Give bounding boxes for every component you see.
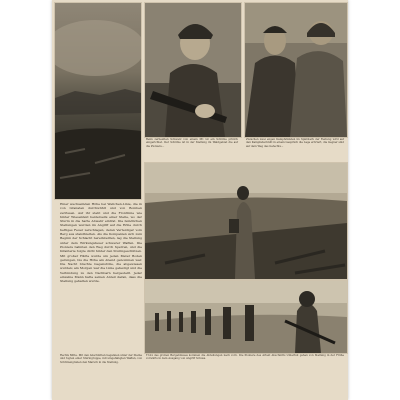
caption-top-right: Zwischen zwei engen Kampfständen im Spärsterk der Festung wird auf den Kampfabschnitt in einem Gespräch die Lage erörtert, die Gegner sind auf dem Weg des Gefechts... — [246, 138, 344, 148]
article-body-text: Einer wechselnden Höhe bei Welichen-Linie, die in von Granaten durchwühlt und von Bomben zerrissen. Auf ihr steht und die Frontlinie wie hinter Wiesenfeld beiderseits einer Stelle, wo der Sturm in die harte Abwehr eintrat. Die feindlichen Stellungen wurden im Angriff auf die Höhe durch heftiges Feuer zerschlagen, deren Verteidiger vom Berg aus standhielten. Als die Kompanien sich zum Beginn der Schlacht bereitstellten, lag die Stellung unter dem Wirkungsfeuer schwerer Waffen. Die Pioniere bahnten den Weg durch Sperren, und die Infanterie folgte dicht hinter den Sturmgeschützen. Mit großer Härte wurde um jeden Meter Boden gerungen, bis die Höhe am Abend genommen war. Die Nacht brachte Gegenstöße, die abgewiesen wurden; am Morgen war die Linie gefestigt und die Verbindung zu den Nachbarn hergestellt. Jeder einzelne Mann hatte seinen Anteil daran, dass die Stellung gehalten wurde. — [60, 202, 142, 284]
photo-battlefield-smoke — [54, 2, 142, 200]
caption-bottom-left: Rechts Mitte. Mit den Abschnitten begannen unter der Steine und fogten einer Sturmgruppe, mit umgehängten Waffen, von Schützengraben den Marsch in die Stellung. — [60, 354, 142, 364]
photo-soldier-telephone — [144, 162, 348, 280]
photo-two-soldiers — [244, 2, 348, 138]
caption-bottom-right: Trotz des großen Bergebnisses kommen die Abteilungen nach vorn. Die Pioniere des Arbeit Abschnitts Unterhut gehen von Stellung in der Frühe vorwärts in dem Ausgang von Angriff Schuss. — [146, 354, 344, 361]
photo-marching-column — [144, 280, 348, 354]
photo-soldier-helmet — [144, 2, 242, 138]
caption-top-middle: Beim zerbeulten Schwarz von einem M1 ist ein Schütze primtiv eingerichtet. Der Schütze ist in der Stellung im Waldgebiet die auf die Pioniere... — [146, 138, 238, 148]
